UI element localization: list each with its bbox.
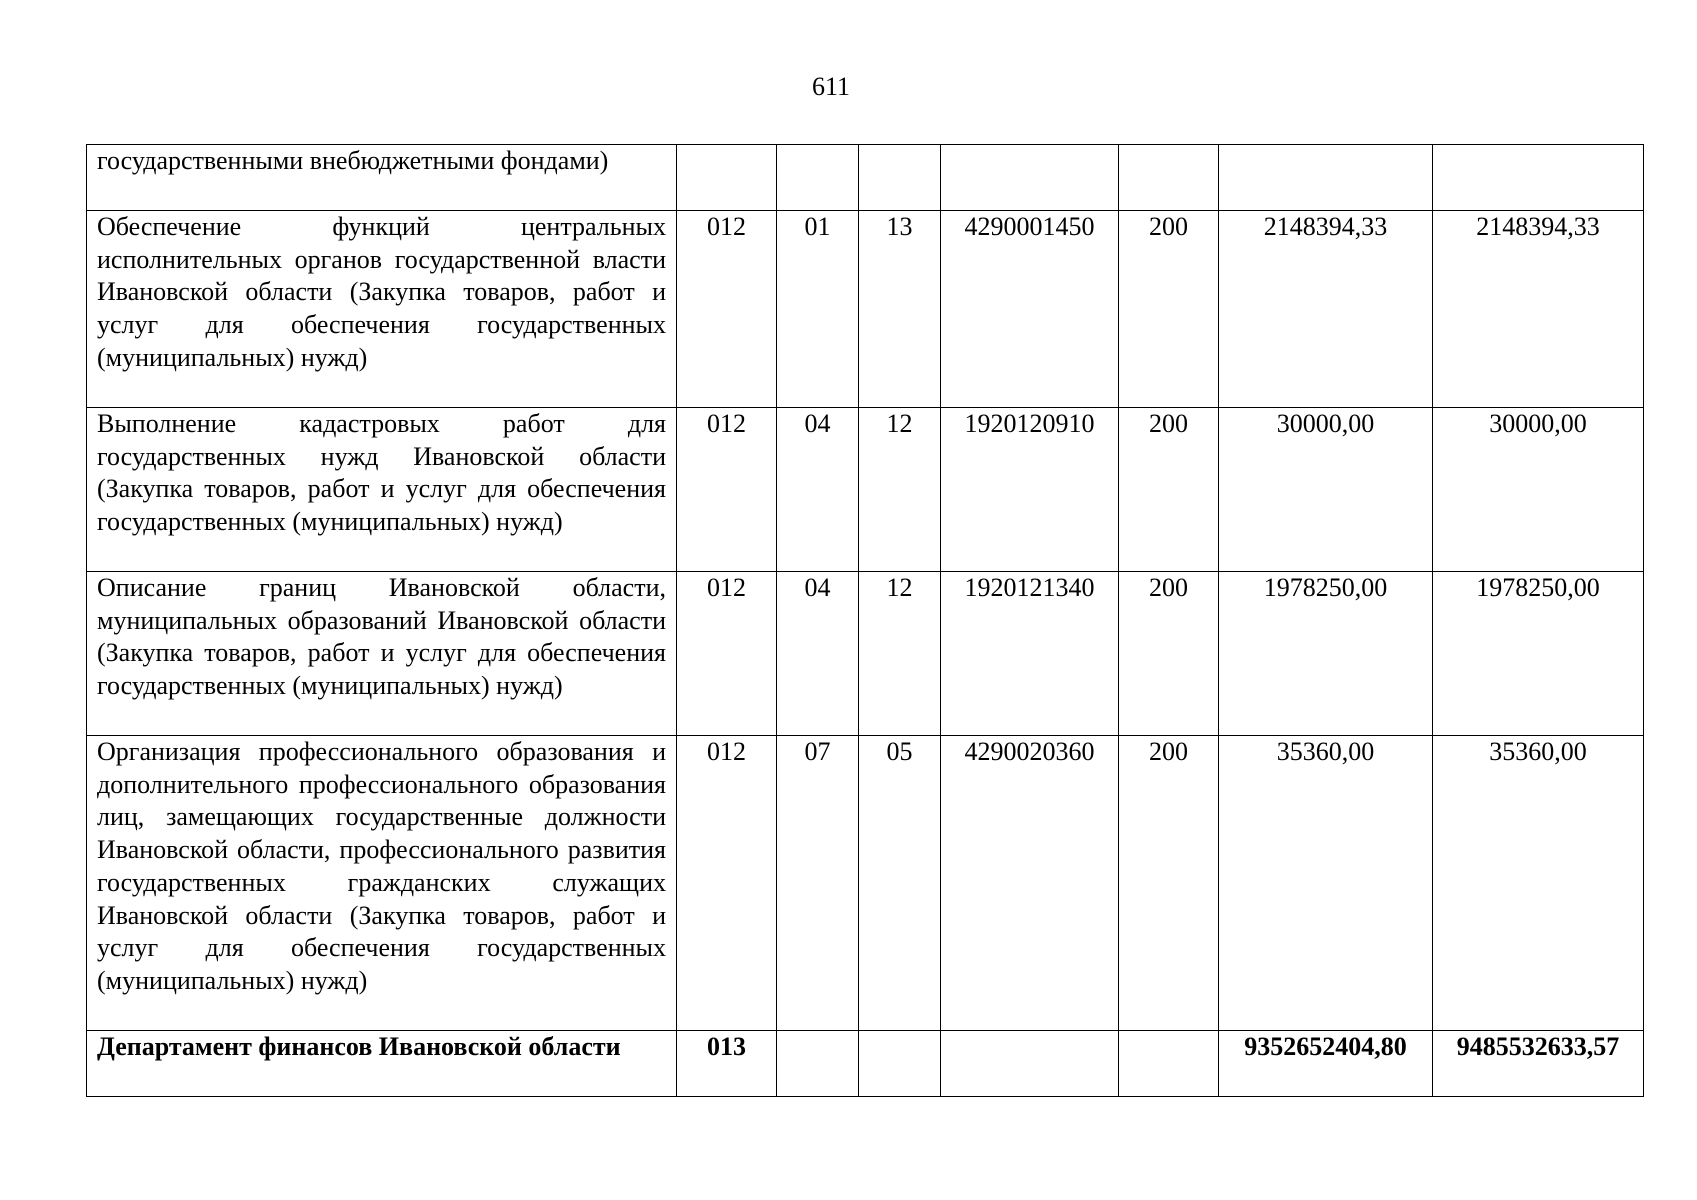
row-pr: 12	[859, 572, 941, 736]
row-sum-1: 2148394,33	[1219, 211, 1433, 408]
table-row	[87, 736, 1644, 1031]
row-rz: 07	[777, 736, 859, 1031]
table-row	[87, 145, 1644, 211]
row-name: Департамент финансов Ивановской области	[87, 1031, 677, 1097]
table-row	[87, 211, 1644, 408]
row-pr: 05	[859, 736, 941, 1031]
row-sum-1: 30000,00	[1219, 408, 1433, 572]
row-sum-2	[1433, 145, 1644, 211]
table-row	[87, 408, 1644, 572]
row-gr: 012	[677, 408, 777, 572]
row-sum-1: 1978250,00	[1219, 572, 1433, 736]
row-rz: 04	[777, 408, 859, 572]
row-vr: 200	[1119, 408, 1219, 572]
row-gr: 012	[677, 211, 777, 408]
row-rz: 04	[777, 572, 859, 736]
row-sum-2: 2148394,33	[1433, 211, 1644, 408]
row-rz: 01	[777, 211, 859, 408]
row-sum-1: 9352652404,80	[1219, 1031, 1433, 1097]
row-name: Обеспечение функций центральных исполнительных органов государственной власти Ивановской области (Закупка товаров, работ и услуг для обеспечения государственных (муниципальных) нужд)	[87, 211, 677, 408]
page-number: 611	[811, 72, 851, 101]
row-csr: 1920120910	[941, 408, 1119, 572]
row-sum-2: 35360,00	[1433, 736, 1644, 1031]
row-name: Выполнение кадастровых работ для государственных нужд Ивановской области (Закупка товаров, работ и услуг для обеспечения государственных (муниципальных) нужд)	[87, 408, 677, 572]
row-vr: 200	[1119, 736, 1219, 1031]
row-sum-2: 9485532633,57	[1433, 1031, 1644, 1097]
table-row	[87, 572, 1644, 736]
row-csr: 4290001450	[941, 211, 1119, 408]
row-sum-1: 35360,00	[1219, 736, 1433, 1031]
row-vr: 200	[1119, 572, 1219, 736]
row-pr: 12	[859, 408, 941, 572]
row-pr	[859, 1031, 941, 1097]
row-vr	[1119, 145, 1219, 211]
table-row-total	[87, 1031, 1644, 1097]
row-csr: 1920121340	[941, 572, 1119, 736]
row-sum-2: 1978250,00	[1433, 572, 1644, 736]
row-sum-1	[1219, 145, 1433, 211]
row-gr	[677, 145, 777, 211]
row-name: Организация профессионального образования и дополнительного профессионального образования лиц, замещающих государственные должности Ивановской области, профессионального развития государственных гражданских служащих Ивановской области (Закупка товаров, работ и услуг для обеспечения государственных (муниципальных) нужд)	[87, 736, 677, 1031]
row-pr	[859, 145, 941, 211]
row-csr	[941, 145, 1119, 211]
row-rz	[777, 145, 859, 211]
row-gr: 012	[677, 572, 777, 736]
budget-table	[86, 144, 1644, 1097]
row-name: государственными внебюджетными фондами)	[87, 145, 677, 211]
row-pr: 13	[859, 211, 941, 408]
row-gr: 013	[677, 1031, 777, 1097]
row-name: Описание границ Ивановской области, муниципальных образований Ивановской области (Закупка товаров, работ и услуг для обеспечения государственных (муниципальных) нужд)	[87, 572, 677, 736]
row-sum-2: 30000,00	[1433, 408, 1644, 572]
row-gr: 012	[677, 736, 777, 1031]
row-csr: 4290020360	[941, 736, 1119, 1031]
row-vr: 200	[1119, 211, 1219, 408]
row-rz	[777, 1031, 859, 1097]
row-vr	[1119, 1031, 1219, 1097]
row-csr	[941, 1031, 1119, 1097]
